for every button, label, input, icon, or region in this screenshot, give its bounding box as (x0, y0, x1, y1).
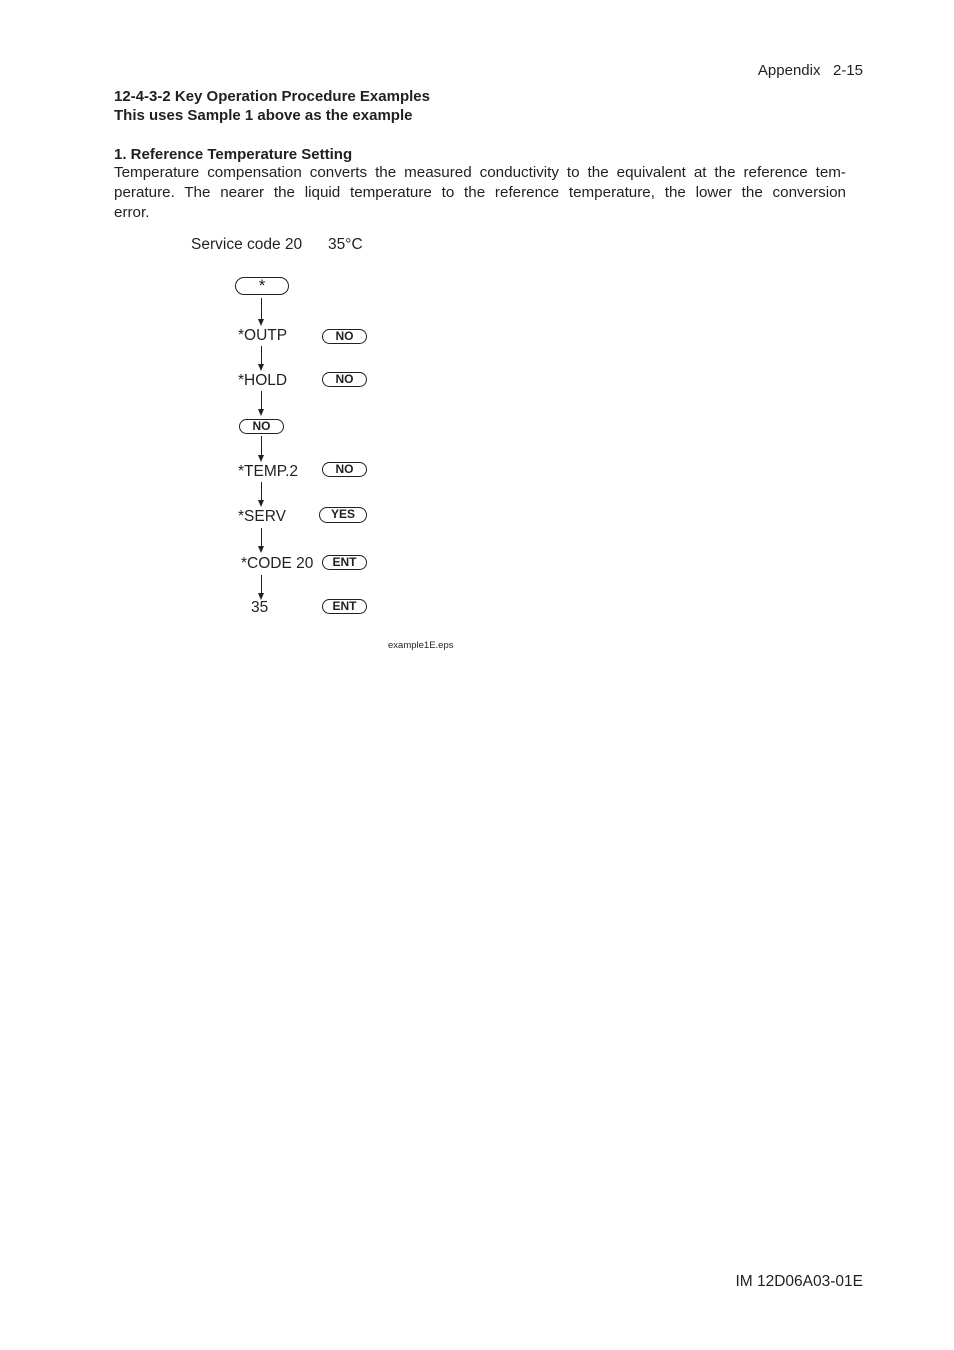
temperature-value: 35°C (328, 236, 363, 253)
section-heading: 12-4-3-2 Key Operation Procedure Examples (114, 88, 430, 105)
arrow-line (261, 346, 262, 364)
no-key: NO (322, 329, 367, 344)
arrow-head (258, 364, 264, 371)
no-key: NO (322, 462, 367, 477)
section-subheading: This uses Sample 1 above as the example (114, 107, 413, 124)
ent-key: ENT (322, 555, 367, 570)
subsection-heading: 1. Reference Temperature Setting (114, 146, 353, 163)
arrow-head (258, 409, 264, 416)
arrow-line (261, 391, 262, 409)
paragraph-line: Temperature compensation converts the measured conductivity to the equivalent at the reference tem- (114, 164, 846, 181)
step-label-hold: *HOLD (238, 372, 288, 389)
paragraph-line: perature. The nearer the liquid temperature to the reference temperature, the lower the conversion (114, 184, 846, 201)
step-label-outp: *OUTP (238, 327, 288, 344)
arrow-head (258, 546, 264, 553)
ent-key: ENT (322, 599, 367, 614)
paragraph-line: error. (114, 204, 150, 221)
document-id-footer: IM 12D06A03-01E (735, 1273, 863, 1290)
body-paragraph (114, 163, 846, 223)
arrow-head (258, 319, 264, 326)
arrow-line (261, 298, 262, 319)
arrow-head (258, 455, 264, 462)
no-key: NO (322, 372, 367, 387)
arrow-line (261, 528, 262, 546)
yes-key: YES (319, 507, 367, 523)
step-label-serv: *SERV (238, 508, 286, 525)
page-header-reference: Appendix 2-15 (757, 62, 863, 79)
arrow-line (261, 575, 262, 593)
no-key: NO (239, 419, 284, 434)
arrow-head (258, 500, 264, 507)
arrow-line (261, 482, 262, 500)
asterisk-key: * (235, 277, 289, 295)
step-label-code20: *CODE 20 (241, 555, 314, 572)
step-label-temp2: *TEMP.2 (238, 463, 299, 480)
figure-caption: example1E.eps (388, 640, 454, 651)
arrow-line (261, 436, 262, 455)
step-value-35: 35 (251, 599, 269, 616)
service-code-label: Service code 20 (191, 236, 303, 253)
